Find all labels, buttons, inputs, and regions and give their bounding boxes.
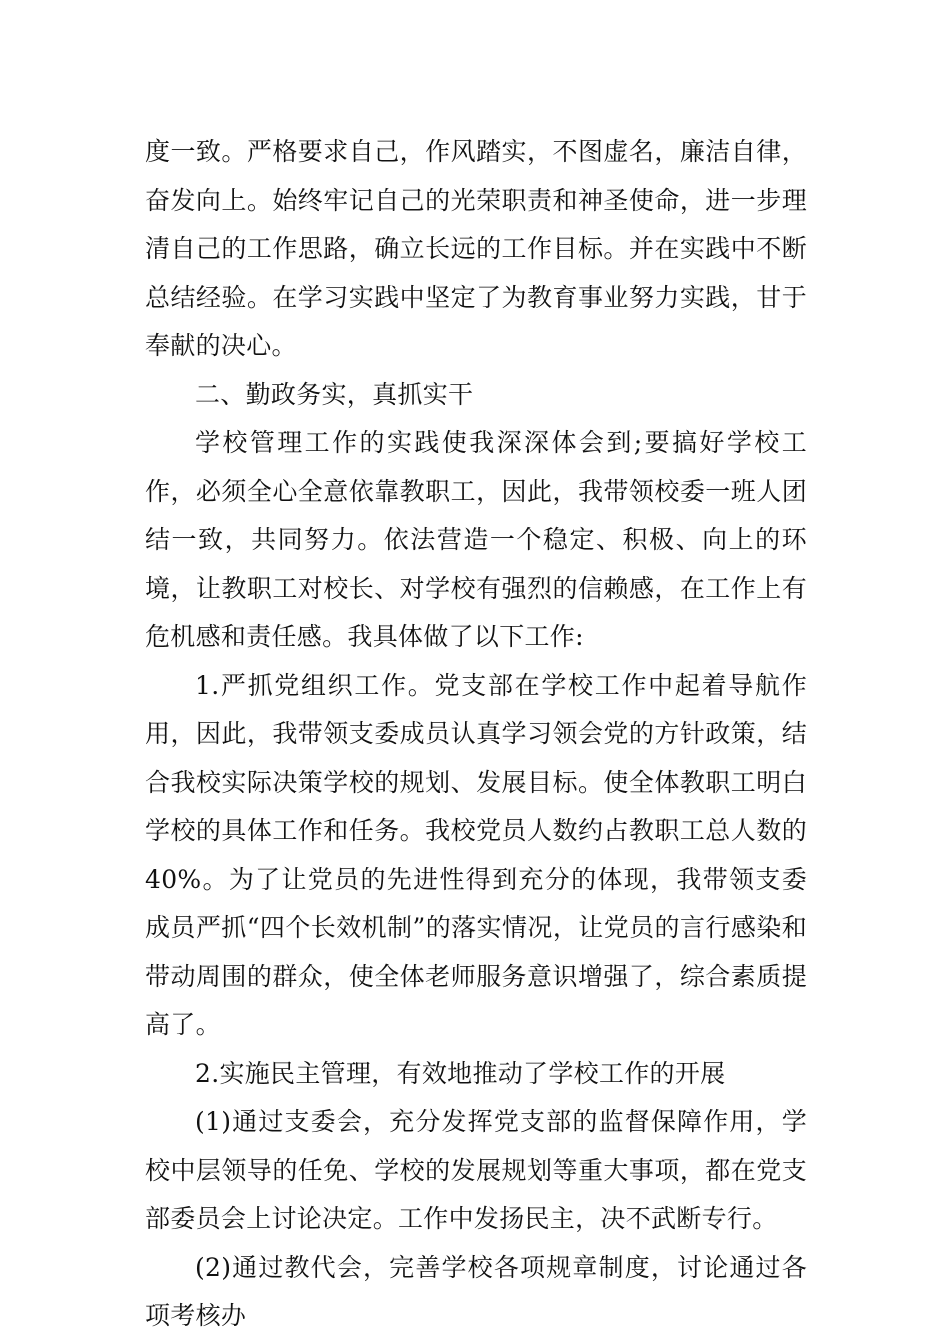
subheading-democratic-management: 2.实施民主管理，有效地推动了学校工作的开展 (195, 1058, 726, 1088)
paragraph-staff-congress: (2)通过教代会，完善学校各项规章制度，讨论通过各项考核办 (145, 1252, 807, 1330)
section-heading-2: 二、勤政务实，真抓实干 (195, 379, 474, 409)
document-body (145, 128, 807, 1341)
paragraph-branch-committee: (1)通过支委会，充分发挥党支部的监督保障作用，学校中层领导的任免、学校的发展规划等重大事项，都在党支部委员会上讨论决定。工作中发扬民主，决不武断专行。 (145, 1107, 807, 1233)
paragraph-continuation: 度一致。严格要求自己，作风踏实，不图虚名，廉洁自律，奋发向上。始终牢记自己的光荣职责和神圣使命，进一步理清自己的工作思路，确立长远的工作目标。并在实践中不断总结经验。在学习实践中坚定了为教育事业努力实践，甘于奉献的决心。 (145, 137, 807, 360)
paragraph-management-practice: 学校管理工作的实践使我深深体会到;要搞好学校工作，必须全心全意依靠教职工，因此，我带领校委一班人团结一致，共同努力。依法营造一个稳定、积极、向上的环境，让教职工对校长、对学校有强烈的信赖感，在工作上有危机感和责任感。我具体做了以下工作: (145, 428, 807, 651)
paragraph-party-organization: 1.严抓党组织工作。党支部在学校工作中起着导航作用，因此，我带领支委成员认真学习领会党的方针政策，结合我校实际决策学校的规划、发展目标。使全体教职工明白学校的具体工作和任务。我校党员人数约占教职工总人数的40%。为了让党员的先进性得到充分的体现，我带领支委成员严抓“四个长效机制”的落实情况，让党员的言行感染和带动周围的群众，使全体老师服务意识增强了，综合素质提高了。 (145, 670, 807, 1039)
